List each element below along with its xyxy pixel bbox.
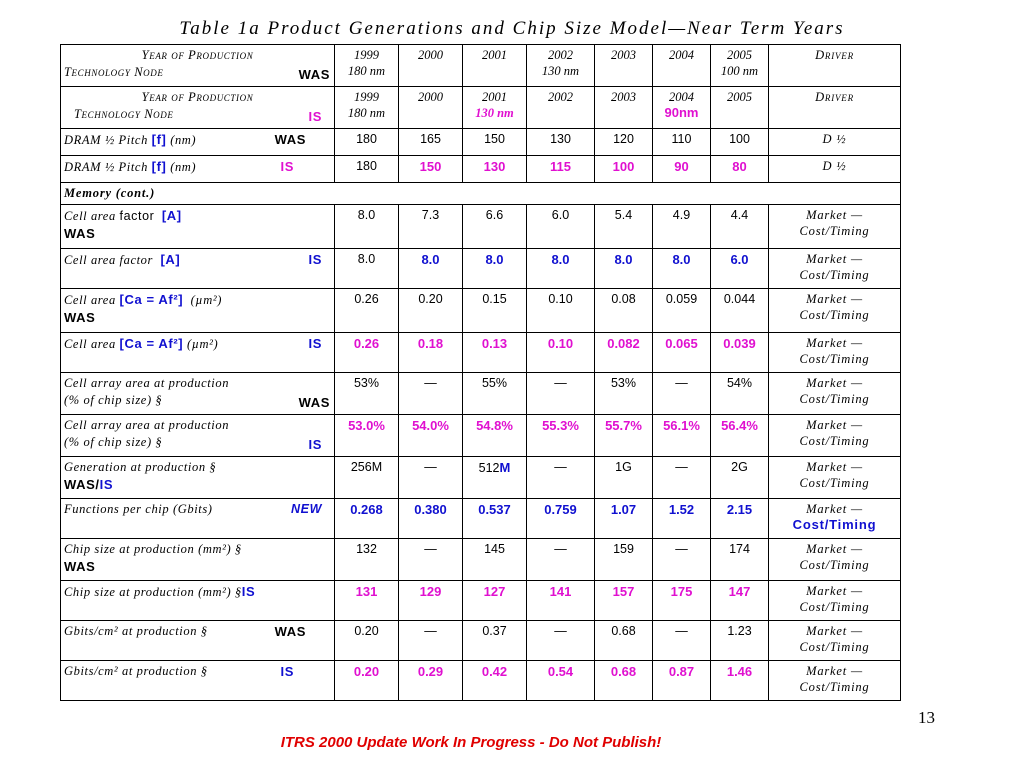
value-cell: 53.0%	[335, 415, 399, 457]
value-cell: 0.08	[595, 289, 653, 333]
value-cell: 0.10	[527, 333, 595, 373]
header-row-was	[61, 45, 901, 87]
cell-area-factor-is-row	[61, 249, 901, 289]
driver-cell: D ½	[769, 129, 901, 156]
is-tag: IS	[308, 252, 322, 267]
value-cell: 56.4%	[711, 415, 769, 457]
row-label: Cell area [Ca = Af²] (µm²) WAS	[61, 289, 335, 333]
technology-node-label: Technology Node	[64, 65, 164, 79]
row-label: Gbits/cm² at production § WAS	[61, 621, 335, 661]
value-cell: 8.0	[463, 249, 527, 289]
value-cell: —	[399, 621, 463, 661]
value-cell: 0.37	[463, 621, 527, 661]
value-cell: 8.0	[335, 205, 399, 249]
dram-pitch-was-row	[61, 129, 901, 156]
year-cell: 2004	[653, 45, 711, 87]
is-tag: IS	[99, 477, 114, 492]
value-cell: —	[527, 539, 595, 581]
header-label-cell	[61, 87, 335, 129]
row-label: Chip size at production (mm²) § WAS	[61, 539, 335, 581]
value-cell: 1.07	[595, 499, 653, 539]
value-cell: 0.082	[595, 333, 653, 373]
driver-cell: Market — Cost/Timing	[769, 249, 901, 289]
driver-cell: Market — Cost/Timing	[769, 457, 901, 499]
value-cell: —	[527, 621, 595, 661]
driver-cell: Market — Cost/Timing	[769, 333, 901, 373]
driver-cell: Market — Cost/Timing	[769, 661, 901, 701]
value-cell: 0.18	[399, 333, 463, 373]
value-cell: 55.7%	[595, 415, 653, 457]
value-cell: 0.42	[463, 661, 527, 701]
value-cell: 0.044	[711, 289, 769, 333]
new-tag: NEW	[291, 502, 322, 516]
row-label: Cell array area at production (% of chip size) § IS	[61, 415, 335, 457]
dram-pitch-is-row	[61, 156, 901, 183]
value-cell: 4.4	[711, 205, 769, 249]
value-cell: 8.0	[653, 249, 711, 289]
was-tag: WAS	[274, 132, 306, 147]
year-cell: 1999 180 nm	[335, 45, 399, 87]
value-cell: 0.380	[399, 499, 463, 539]
value-cell: 55%	[463, 373, 527, 415]
value-cell: 0.065	[653, 333, 711, 373]
value-cell: 0.20	[335, 661, 399, 701]
year-cell: 2002 130 nm	[527, 45, 595, 87]
value-cell: 115	[527, 156, 595, 183]
row-label: Cell area factor [A] IS	[61, 249, 335, 289]
was-tag: WAS	[298, 67, 330, 82]
value-cell: —	[653, 373, 711, 415]
value-cell: 0.15	[463, 289, 527, 333]
value-cell: 0.759	[527, 499, 595, 539]
cell-area-is-row	[61, 333, 901, 373]
value-cell: 0.13	[463, 333, 527, 373]
value-cell: 1.52	[653, 499, 711, 539]
value-cell: 157	[595, 581, 653, 621]
value-cell: 147	[711, 581, 769, 621]
year-cell: 2000	[399, 87, 463, 129]
was-tag: WAS	[274, 624, 306, 639]
value-cell: 100	[711, 129, 769, 156]
value-cell: 150	[399, 156, 463, 183]
chip-size-was-row	[61, 539, 901, 581]
generation-row	[61, 457, 901, 499]
is-tag: IS	[308, 437, 322, 452]
value-cell: 132	[335, 539, 399, 581]
value-cell: 53%	[595, 373, 653, 415]
year-cell: 2003	[595, 45, 653, 87]
gbits-per-cm2-was-row	[61, 621, 901, 661]
value-cell: 8.0	[399, 249, 463, 289]
year-cell: 2001 130 nm	[463, 87, 527, 129]
value-cell: —	[527, 373, 595, 415]
value-cell: —	[653, 621, 711, 661]
value-cell: 0.54	[527, 661, 595, 701]
value-cell: 180	[335, 156, 399, 183]
value-cell: —	[653, 457, 711, 499]
value-cell: 175	[653, 581, 711, 621]
year-cell: 2005	[711, 87, 769, 129]
year-cell: 2000	[399, 45, 463, 87]
value-cell: 512M	[463, 457, 527, 499]
footer-notice: ITRS 2000 Update Work In Progress - Do Not Publish!	[280, 734, 662, 751]
functions-per-chip-row	[61, 499, 901, 539]
is-tag: IS	[280, 664, 294, 679]
value-cell: 0.68	[595, 621, 653, 661]
driver-cell: Market — Cost/Timing	[769, 289, 901, 333]
value-cell: 4.9	[653, 205, 711, 249]
value-cell: 130	[463, 156, 527, 183]
was-tag: WAS	[64, 226, 96, 241]
driver-cell: D ½	[769, 156, 901, 183]
page-number: 13	[918, 708, 935, 727]
value-cell: —	[527, 457, 595, 499]
value-cell: 131	[335, 581, 399, 621]
header-label-cell	[61, 45, 335, 87]
chip-size-is-row	[61, 581, 901, 621]
is-tag: IS	[241, 584, 256, 599]
value-cell: 130	[527, 129, 595, 156]
driver-header: Driver	[769, 45, 901, 87]
value-cell: 54.8%	[463, 415, 527, 457]
value-cell: 8.0	[595, 249, 653, 289]
value-cell: —	[399, 457, 463, 499]
row-label: Chip size at production (mm²) §IS	[61, 581, 335, 621]
value-cell: 6.0	[711, 249, 769, 289]
year-cell: 2004 90nm	[653, 87, 711, 129]
memory-section-row	[61, 183, 901, 205]
value-cell: 0.26	[335, 289, 399, 333]
table-title: Table 1a Product Generations and Chip Size Model—Near Term Years	[179, 18, 845, 39]
value-cell: 0.26	[335, 333, 399, 373]
row-label: Functions per chip (Gbits) NEW	[61, 499, 335, 539]
value-cell: 0.20	[399, 289, 463, 333]
value-cell: —	[399, 373, 463, 415]
value-cell: 256M	[335, 457, 399, 499]
value-cell: 150	[463, 129, 527, 156]
value-cell: 0.268	[335, 499, 399, 539]
value-cell: 80	[711, 156, 769, 183]
value-cell: 0.87	[653, 661, 711, 701]
value-cell: 90	[653, 156, 711, 183]
row-label: Cell area factor [A] WAS	[61, 205, 335, 249]
year-cell: 2003	[595, 87, 653, 129]
value-cell: 120	[595, 129, 653, 156]
value-cell: 1G	[595, 457, 653, 499]
technology-node-label: Technology Node	[74, 107, 174, 121]
header-row-is	[61, 87, 901, 129]
driver-cell: Market — Cost/Timing	[769, 621, 901, 661]
driver-cell: Market — Cost/Timing	[769, 581, 901, 621]
value-cell: 0.10	[527, 289, 595, 333]
value-cell: 0.039	[711, 333, 769, 373]
value-cell: 165	[399, 129, 463, 156]
year-cell: 2001	[463, 45, 527, 87]
value-cell: 2.15	[711, 499, 769, 539]
value-cell: 56.1%	[653, 415, 711, 457]
driver-cell: Market — Cost/Timing	[769, 539, 901, 581]
value-cell: 53%	[335, 373, 399, 415]
row-label: Cell area [Ca = Af²] (µm²) IS	[61, 333, 335, 373]
is-tag: IS	[308, 109, 322, 124]
value-cell: 7.3	[399, 205, 463, 249]
year-cell: 2005 100 nm	[711, 45, 769, 87]
year-cell: 2002	[527, 87, 595, 129]
value-cell: 1.23	[711, 621, 769, 661]
is-tag: IS	[308, 336, 322, 351]
row-label: Cell array area at production (% of chip size) § WAS	[61, 373, 335, 415]
was-tag: WAS	[64, 310, 96, 325]
cell-array-area-is-row	[61, 415, 901, 457]
value-cell: 54.0%	[399, 415, 463, 457]
value-cell: 6.6	[463, 205, 527, 249]
value-cell: 141	[527, 581, 595, 621]
value-cell: —	[653, 539, 711, 581]
value-cell: 159	[595, 539, 653, 581]
value-cell: 100	[595, 156, 653, 183]
section-heading: Memory (cont.)	[61, 183, 901, 205]
value-cell: 54%	[711, 373, 769, 415]
row-label: Gbits/cm² at production § IS	[61, 661, 335, 701]
was-tag: WAS/	[64, 477, 100, 492]
gbits-per-cm2-is-row	[61, 661, 901, 701]
year-of-production-label: Year of Production	[141, 48, 254, 62]
driver-cell: Market — Cost/Timing	[769, 415, 901, 457]
cell-area-factor-was-row	[61, 205, 901, 249]
value-cell: 55.3%	[527, 415, 595, 457]
value-cell: 180	[335, 129, 399, 156]
value-cell: 8.0	[335, 249, 399, 289]
value-cell: 174	[711, 539, 769, 581]
driver-cell: Market — Cost/Timing	[769, 205, 901, 249]
value-cell: 129	[399, 581, 463, 621]
value-cell: 0.059	[653, 289, 711, 333]
driver-cell: Market — Cost/Timing	[769, 499, 901, 539]
is-tag: IS	[280, 159, 294, 174]
value-cell: 145	[463, 539, 527, 581]
row-label: DRAM ½ Pitch [f] (nm) WAS	[61, 129, 335, 156]
value-cell: 0.68	[595, 661, 653, 701]
value-cell: 0.29	[399, 661, 463, 701]
value-cell: 110	[653, 129, 711, 156]
value-cell: 2G	[711, 457, 769, 499]
value-cell: 0.20	[335, 621, 399, 661]
value-cell: —	[399, 539, 463, 581]
year-cell: 1999 180 nm	[335, 87, 399, 129]
driver-header: Driver	[769, 87, 901, 129]
was-tag: WAS	[298, 395, 330, 410]
cell-area-was-row	[61, 289, 901, 333]
value-cell: 5.4	[595, 205, 653, 249]
value-cell: 127	[463, 581, 527, 621]
was-tag: WAS	[64, 559, 96, 574]
year-of-production-label: Year of Production	[141, 90, 254, 104]
value-cell: 1.46	[711, 661, 769, 701]
row-label: DRAM ½ Pitch [f] (nm) IS	[61, 156, 335, 183]
row-label: Generation at production § WAS/IS	[61, 457, 335, 499]
value-cell: 8.0	[527, 249, 595, 289]
value-cell: 0.537	[463, 499, 527, 539]
product-generations-table	[60, 44, 901, 701]
driver-cell: Market — Cost/Timing	[769, 373, 901, 415]
value-cell: 6.0	[527, 205, 595, 249]
cell-array-area-was-row	[61, 373, 901, 415]
